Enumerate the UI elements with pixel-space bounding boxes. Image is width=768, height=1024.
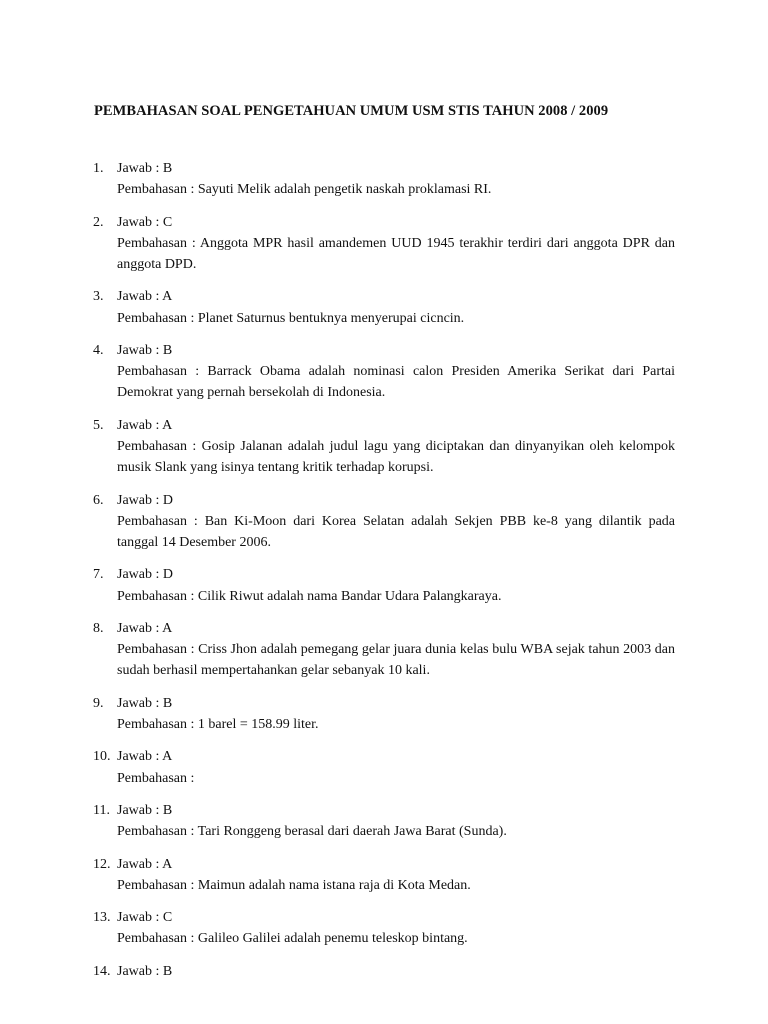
item-number: 11. — [93, 802, 110, 818]
item-number: 2. — [93, 214, 104, 230]
answer-label: Jawab : A — [117, 620, 173, 636]
explanation-text: Pembahasan : Sayuti Melik adalah pengetik naskah proklamasi RI. — [117, 182, 492, 198]
answer-label: Jawab : A — [117, 856, 173, 872]
explanation-text: Pembahasan : Tari Ronggeng berasal dari daerah Jawa Barat (Sunda). — [117, 824, 507, 840]
answer-item-1 — [93, 158, 675, 200]
answer-label: Jawab : D — [117, 567, 173, 583]
explanation-text: Pembahasan : Galileo Galilei adalah penemu teleskop bintang. — [117, 931, 468, 947]
explanation-text: Pembahasan : Criss Jhon adalah pemegang gelar juara dunia kelas bulu WBA sejak tahun 2003 dan sudah berhasil mempertahankan gelar sebanyak 10 kali. — [117, 642, 675, 679]
explanation-text: Pembahasan : Ban Ki-Moon dari Korea Selatan adalah Sekjen PBB ke-8 yang dilantik pada tanggal 14 Desember 2006. — [117, 513, 675, 550]
explanation-text: Pembahasan : Gosip Jalanan adalah judul lagu yang diciptakan dan dinyanyikan oleh kelompok musik Slank yang isinya tentang kritik terhadap korupsi. — [117, 438, 675, 476]
explanation-text: Pembahasan : Barrack Obama adalah nominasi calon Presiden Amerika Serikat dari Partai Demokrat yang pernah bersekolah di Indonesia. — [117, 364, 675, 401]
item-number: 10. — [93, 749, 111, 765]
explanation-text: Pembahasan : Cilik Riwut adalah nama Bandar Udara Palangkaraya. — [117, 588, 502, 604]
answer-label: Jawab : B — [117, 695, 173, 711]
item-number: 1. — [93, 161, 104, 176]
item-number: 3. — [93, 289, 104, 305]
explanation-text: Pembahasan : Planet Saturnus bentuknya menyerupai cicncin. — [117, 310, 465, 326]
answer-label: Jawab : A — [117, 289, 173, 305]
explanation-text: Pembahasan : 1 barel = 158.99 liter. — [117, 716, 319, 732]
answer-label: Jawab : A — [117, 749, 173, 765]
item-number: 4. — [93, 342, 104, 358]
answer-item-2 — [93, 212, 675, 276]
answer-item-7 — [93, 564, 675, 606]
answer-item-4 — [93, 340, 675, 404]
answer-item-8 — [93, 618, 675, 682]
answer-item-14 — [93, 961, 675, 982]
explanation-text: Pembahasan : Anggota MPR hasil amandemen UUD 1945 terakhir terdiri dari anggota DPR dan anggota DPD. — [117, 235, 675, 272]
answer-label: Jawab : D — [117, 492, 173, 508]
document-title: PEMBAHASAN SOAL PENGETAHUAN UMUM USM STIS TAHUN 2008 / 2009 — [94, 102, 609, 119]
answer-label: Jawab : B — [117, 963, 173, 979]
answer-label: Jawab : C — [117, 910, 173, 926]
answer-item-6 — [93, 490, 675, 554]
explanation-text: Pembahasan : Maimun adalah nama istana raja di Kota Medan. — [117, 877, 471, 893]
answer-item-13 — [93, 907, 675, 949]
item-number: 12. — [93, 856, 111, 872]
answer-label: Jawab : B — [117, 342, 173, 358]
item-number: 9. — [93, 695, 104, 711]
answer-item-12 — [93, 854, 675, 896]
item-number: 14. — [93, 963, 111, 979]
item-number: 13. — [93, 910, 111, 926]
answer-item-9 — [93, 693, 675, 735]
answer-item-5 — [93, 415, 675, 479]
item-number: 7. — [93, 567, 104, 583]
answer-label: Jawab : B — [117, 802, 173, 818]
answer-label: Jawab : B — [117, 161, 173, 176]
answer-item-3 — [93, 286, 675, 328]
answer-list — [93, 158, 675, 993]
answer-label: Jawab : C — [117, 214, 173, 230]
item-number: 8. — [93, 620, 104, 636]
explanation-text: Pembahasan : — [117, 770, 195, 786]
item-number: 6. — [93, 492, 104, 508]
item-number: 5. — [93, 417, 104, 433]
answer-label: Jawab : A — [117, 417, 173, 433]
answer-item-10 — [93, 746, 675, 788]
answer-item-11 — [93, 800, 675, 842]
